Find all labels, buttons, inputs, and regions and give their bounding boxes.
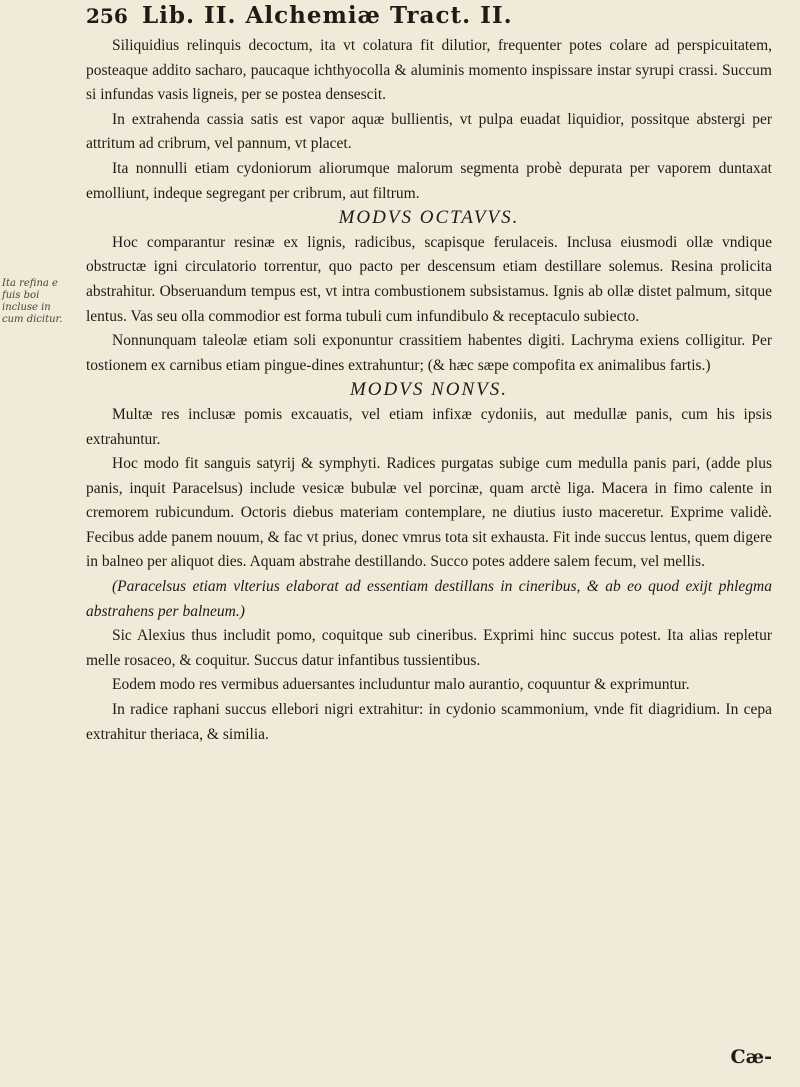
paragraph: In extrahenda cassia satis est vapor aquæ bullientis, vt pulpa euadat liquidior, possitque abstergi per attritum ad cribrum, vel pannum, vt placet. (86, 110, 772, 153)
paragraph: Hoc modo fit sanguis satyrij & symphyti. Radices purgatas subige cum medulla panis pari, (adde plus panis, inquit Paracelsus) include vesicæ bubulæ vel porcinæ, quam arctè liga. Macera in fimo calente in cremorem rubicundum. Octoris diebus materiam contemplare, ne diutius iusto maceretur. Exprime validè. Fecibus adde panem nouum, & fac vt prius, donec vmrus tota sit exhausta. Fit inde succus lentus, quem digere in balneo per aliquot dies. Aquam abstrahe destillando. Succo potes addere salem fecum, vel mellis. (86, 455, 772, 571)
running-head: Lib. II. Alchemiæ Tract. II. (142, 2, 513, 29)
paragraph: Siliquidius relinquis decoctum, ita vt colatura fit dilutior, frequenter potes colare ad perspicuitatem, posteaque addito sacharo, paucaque ichthyocolla & aluminis momento inspissare instar syrupi crassi. Succum si infundas vasis ligneis, per se postea densescit. (86, 37, 772, 104)
page-header (86, 2, 776, 32)
page-number: 256 (86, 4, 128, 28)
page-body (86, 34, 772, 747)
catchword: Cæ- (730, 1046, 772, 1068)
paragraph: Nonnunquam taleolæ etiam soli exponuntur crassitiem habentes digiti. Lachryma exiens colligitur. Per tostionem ex carnibus etiam pingue-dines extrahuntur; (& hæc sæpe compofita ex animalibus fartis.) (86, 332, 772, 374)
paragraph: Ita nonnulli etiam cydoniorum aliorumque malorum segmenta probè depurata per vaporem duntaxat emolliunt, indeque segregant per cribrum, aut filtrum. (86, 159, 772, 202)
paragraph: Hoc comparantur resinæ ex lignis, radicibus, scapisque ferulaceis. Inclusa eiusmodi ollæ vndique obstructæ igni circulatorio torrentur, quo pacto per descensum etiam destillare solemus. Resina prolicita abstrahitur. Obseruandum tempus est, vt intra combustionem subsistamus. Ignis ab ollæ distet palmum, sitque lentus. Vas seu olla commodior est forma tubuli cum infundibulo & receptaculo subiecto. (86, 233, 772, 325)
paragraph: In radice raphani succus ellebori nigri extrahitur: in cydonio scammonium, vnde fit diagridium. In cepa extrahitur theriaca, & similia. (86, 701, 772, 743)
italic-note: (Paracelsus etiam vlterius elaborat ad essentiam destillans in cineribus, & ab eo quod exijt phlegma abstrahens per balneum.) (86, 578, 772, 620)
section-heading-octavus: MODVS OCTAVVS. (338, 207, 520, 229)
paragraph: Eodem modo res vermibus aduersantes includuntur malo aurantio, coquuntur & exprimuntur. (112, 676, 690, 694)
margin-note: Ita refina e fuis boi incluse in cum dicitur. (2, 278, 63, 325)
paragraph: Sic Alexius thus includit pomo, coquitque sub cineribus. Exprimi hinc succus potest. Ita alias repletur melle rosaceo, & coquitur. Succus datur infantibus tussientibus. (86, 627, 772, 669)
paragraph: Multæ res inclusæ pomis excauatis, vel etiam infixæ cydoniis, aut medullæ panis, cum his ipsis extrahuntur. (86, 405, 772, 448)
section-heading-nonus: MODVS NONVS. (349, 379, 509, 401)
